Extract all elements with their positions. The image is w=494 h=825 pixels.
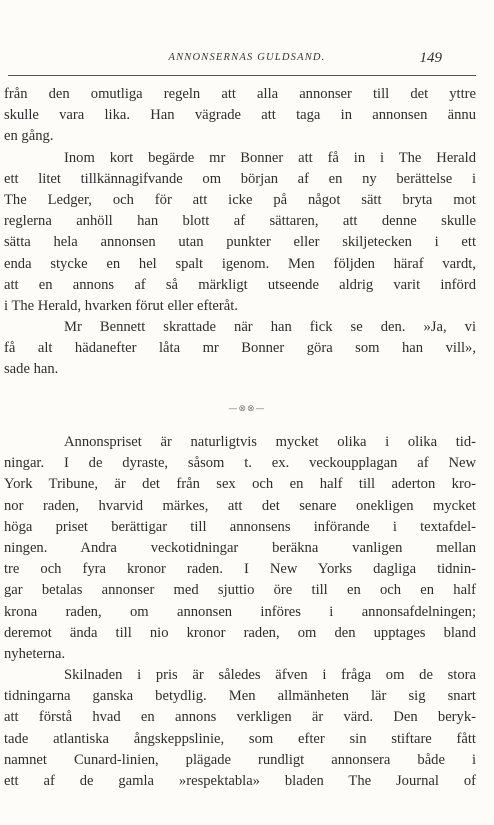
text-line: Skilnaden i pris är således äfven i fråga om de stora <box>64 667 476 684</box>
text-line: krona raden, om annonsen införes i annonsafdelningen; <box>4 603 476 620</box>
text-line: Annonspriset är naturligtvis mycket olika i olika tid- <box>64 434 476 450</box>
text-line: tade atlantiska ångskeppslinie, som efter sin stiftare fått <box>4 730 476 747</box>
text-line: i The Herald, hvarken förut eller efteråt. <box>4 297 238 314</box>
text-line: gar betalas annonser med sjuttio öre till en och en half <box>4 582 476 599</box>
text-line: nor raden, hvarvid märkes, att det senare onekligen mycket <box>4 497 476 514</box>
text-line: en gång. <box>4 128 54 145</box>
text-line: reglerna anhöll han blott af sättaren, att denne skulle <box>4 213 476 230</box>
text-line: från den omutliga regeln att alla annonser till det yttre <box>4 86 476 102</box>
text-line: Mr Bennett skrattade när han fick se den. »Ja, vi <box>64 319 476 336</box>
page-number: 149 <box>419 50 442 66</box>
text-line: The Ledger, och för att icke på något sätt bryta mot <box>4 191 476 208</box>
header-rule <box>8 75 476 76</box>
text-line: ett litet tillkännagifvande om början af en ny berättelse i <box>4 170 476 187</box>
text-line: Inom kort begärde mr Bonner att få in i The Herald <box>64 149 476 166</box>
text-line: York Tribune, är det från sex och en half till aderton kro- <box>4 476 476 493</box>
text-line: tre och fyra kronor raden. I New Yorks dagliga tidnin- <box>4 561 476 578</box>
text-line: tidningarna ganska betydlig. Men allmänheten lär sig snart <box>4 688 476 705</box>
text-line: enda stycke en hel spalt igenom. Men följden häraf vardt, <box>4 255 476 272</box>
text-line: sätta hela annonsen utan punkter eller skiljetecken i ett <box>4 234 476 251</box>
running-title: ANNONSERNAS GULDSAND. <box>168 52 326 63</box>
text-line: deremot ända till nio kronor raden, om den upptages bland <box>4 624 476 641</box>
text-line: att en annons af så märkligt utseende aldrig varit införd <box>4 276 476 293</box>
text-line: skulle vara lika. Han vägrade att taga in annonsen ännu <box>4 107 476 124</box>
text-section-2 <box>4 432 476 792</box>
text-section-1 <box>4 84 476 381</box>
text-line: namnet Cunard-linien, plägade rundligt annonsera både i <box>4 751 476 768</box>
text-line: ett af de gamla »respektabla» bladen The Journal of <box>4 773 476 789</box>
running-head <box>0 50 494 70</box>
text-line: ningen. Andra veckotidningar beräkna vanligen mellan <box>4 539 476 556</box>
text-line: sade han. <box>4 361 59 378</box>
text-line: höga priset berättigar till annonsens införande i textafdel- <box>4 518 476 535</box>
section-ornament: —⊗⊗— <box>228 404 266 414</box>
text-line: ningar. I de dyraste, såsom t. ex. veckoupplagan af New <box>4 455 476 472</box>
text-line: få alt hädanefter låta mr Bonner göra som han vill», <box>4 340 476 357</box>
text-line: nyheterna. <box>4 645 66 662</box>
text-line: att förstå hvad en annons verkligen är värd. Den beryk- <box>4 709 476 726</box>
